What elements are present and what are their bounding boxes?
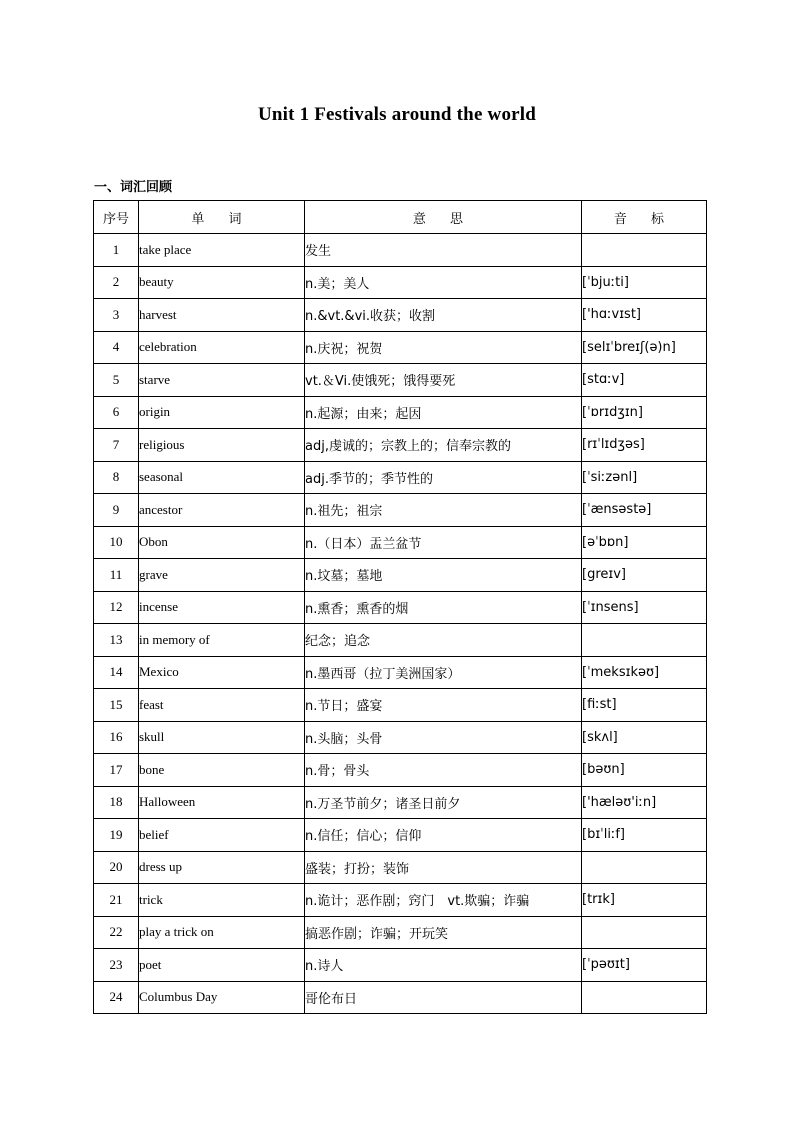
row-phonetic — [582, 916, 707, 949]
row-phonetic: [ˈbjuːti] — [582, 266, 707, 299]
row-meaning: n.节日；盛宴 — [305, 689, 582, 722]
table-row — [94, 266, 707, 299]
row-phonetic: ['hɑːvɪst] — [582, 299, 707, 332]
row-meaning: n.万圣节前夕；诸圣日前夕 — [305, 786, 582, 819]
table-row — [94, 819, 707, 852]
row-word: take place — [139, 234, 305, 267]
row-meaning: n.墨西哥（拉丁美洲国家） — [305, 656, 582, 689]
page-title: Unit 1 Festivals around the world — [257, 104, 537, 125]
row-word: harvest — [139, 299, 305, 332]
table-row — [94, 884, 707, 917]
table-row — [94, 754, 707, 787]
row-number: 7 — [94, 429, 139, 462]
row-number: 2 — [94, 266, 139, 299]
row-word: ancestor — [139, 494, 305, 527]
row-number: 12 — [94, 591, 139, 624]
row-word: bone — [139, 754, 305, 787]
header-number: 序号 — [94, 201, 139, 234]
row-meaning: adj,虔诚的；宗教上的；信奉宗教的 — [305, 429, 582, 462]
row-phonetic: [ˈmeksɪkəʊ] — [582, 656, 707, 689]
row-word: poet — [139, 949, 305, 982]
row-phonetic: [stɑːv] — [582, 364, 707, 397]
row-phonetic: [ˈpəʊɪt] — [582, 949, 707, 982]
row-word: celebration — [139, 331, 305, 364]
row-word: grave — [139, 559, 305, 592]
row-word: incense — [139, 591, 305, 624]
row-number: 10 — [94, 526, 139, 559]
row-meaning: adj.季节的；季节性的 — [305, 461, 582, 494]
table-row — [94, 461, 707, 494]
row-number: 16 — [94, 721, 139, 754]
row-number: 18 — [94, 786, 139, 819]
row-word: Obon — [139, 526, 305, 559]
table-row — [94, 949, 707, 982]
row-number: 9 — [94, 494, 139, 527]
row-number: 8 — [94, 461, 139, 494]
row-phonetic: [ˈænsəstə] — [582, 494, 707, 527]
table-row — [94, 364, 707, 397]
table-row — [94, 786, 707, 819]
row-meaning: n.起源；由来；起因 — [305, 396, 582, 429]
table-row — [94, 494, 707, 527]
table-row — [94, 526, 707, 559]
table-row — [94, 234, 707, 267]
table-row — [94, 559, 707, 592]
row-word: seasonal — [139, 461, 305, 494]
row-number: 15 — [94, 689, 139, 722]
header-meaning: 意 思 — [305, 201, 582, 234]
row-word: religious — [139, 429, 305, 462]
row-phonetic: [ˈɒrɪdʒɪn] — [582, 396, 707, 429]
row-number: 23 — [94, 949, 139, 982]
row-word: dress up — [139, 851, 305, 884]
table-row — [94, 981, 707, 1014]
row-number: 5 — [94, 364, 139, 397]
row-number: 11 — [94, 559, 139, 592]
row-number: 22 — [94, 916, 139, 949]
row-meaning: 搞恶作剧；诈骗；开玩笑 — [305, 916, 582, 949]
section-heading: 一、词汇回顾 — [94, 180, 173, 195]
table-row — [94, 429, 707, 462]
table-row — [94, 721, 707, 754]
row-phonetic — [582, 981, 707, 1014]
row-phonetic: [bəʊn] — [582, 754, 707, 787]
row-phonetic — [582, 624, 707, 657]
row-meaning: n.（日本）盂兰盆节 — [305, 526, 582, 559]
row-word: play a trick on — [139, 916, 305, 949]
table-header-row — [94, 201, 707, 234]
row-meaning: n.庆祝；祝贺 — [305, 331, 582, 364]
row-meaning: n.&vt.&vi.收获；收割 — [305, 299, 582, 332]
row-number: 19 — [94, 819, 139, 852]
table-row — [94, 331, 707, 364]
row-number: 20 — [94, 851, 139, 884]
table-row — [94, 656, 707, 689]
row-meaning: n.熏香；熏香的烟 — [305, 591, 582, 624]
row-phonetic: [skʌl] — [582, 721, 707, 754]
row-phonetic: [əˈbɒn] — [582, 526, 707, 559]
row-meaning: n.祖先；祖宗 — [305, 494, 582, 527]
table-row — [94, 916, 707, 949]
row-phonetic: [greɪv] — [582, 559, 707, 592]
row-number: 14 — [94, 656, 139, 689]
row-phonetic: [bɪˈliːf] — [582, 819, 707, 852]
row-phonetic — [582, 234, 707, 267]
row-meaning: n.信任；信心；信仰 — [305, 819, 582, 852]
row-phonetic: [rɪˈlɪdʒəs] — [582, 429, 707, 462]
vocabulary-table — [93, 200, 707, 1014]
row-meaning: 盛装；打扮；装饰 — [305, 851, 582, 884]
row-word: belief — [139, 819, 305, 852]
row-phonetic: ['hæləʊ'iːn] — [582, 786, 707, 819]
row-meaning: n.骨；骨头 — [305, 754, 582, 787]
row-meaning: n.诡计；恶作剧；窍门 vt.欺骗；诈骗 — [305, 884, 582, 917]
row-word: Halloween — [139, 786, 305, 819]
row-phonetic: [ˈɪnsens] — [582, 591, 707, 624]
header-word: 单 词 — [139, 201, 305, 234]
row-number: 24 — [94, 981, 139, 1014]
row-number: 1 — [94, 234, 139, 267]
table-row — [94, 591, 707, 624]
row-meaning: 哥伦布日 — [305, 981, 582, 1014]
row-phonetic: [fiːst] — [582, 689, 707, 722]
row-phonetic: [trɪk] — [582, 884, 707, 917]
table-row — [94, 396, 707, 429]
row-meaning: vt.＆Vi.使饿死；饿得要死 — [305, 364, 582, 397]
table-body — [94, 234, 707, 1014]
row-number: 4 — [94, 331, 139, 364]
row-meaning: 发生 — [305, 234, 582, 267]
row-word: Mexico — [139, 656, 305, 689]
row-number: 17 — [94, 754, 139, 787]
table-row — [94, 624, 707, 657]
row-phonetic: [ˈsiːzənl] — [582, 461, 707, 494]
row-word: trick — [139, 884, 305, 917]
row-word: starve — [139, 364, 305, 397]
row-number: 6 — [94, 396, 139, 429]
table-row — [94, 299, 707, 332]
row-number: 13 — [94, 624, 139, 657]
row-word: in memory of — [139, 624, 305, 657]
row-word: skull — [139, 721, 305, 754]
row-phonetic: [selɪˈbreɪʃ(ə)n] — [582, 331, 707, 364]
header-phonetic: 音 标 — [582, 201, 707, 234]
row-word: beauty — [139, 266, 305, 299]
row-word: origin — [139, 396, 305, 429]
row-meaning: n.坟墓；墓地 — [305, 559, 582, 592]
table-row — [94, 851, 707, 884]
row-meaning: 纪念；追念 — [305, 624, 582, 657]
row-word: Columbus Day — [139, 981, 305, 1014]
row-word: feast — [139, 689, 305, 722]
row-meaning: n.头脑；头骨 — [305, 721, 582, 754]
row-meaning: n.美；美人 — [305, 266, 582, 299]
row-number: 21 — [94, 884, 139, 917]
table-row — [94, 689, 707, 722]
row-phonetic — [582, 851, 707, 884]
row-meaning: n.诗人 — [305, 949, 582, 982]
row-number: 3 — [94, 299, 139, 332]
